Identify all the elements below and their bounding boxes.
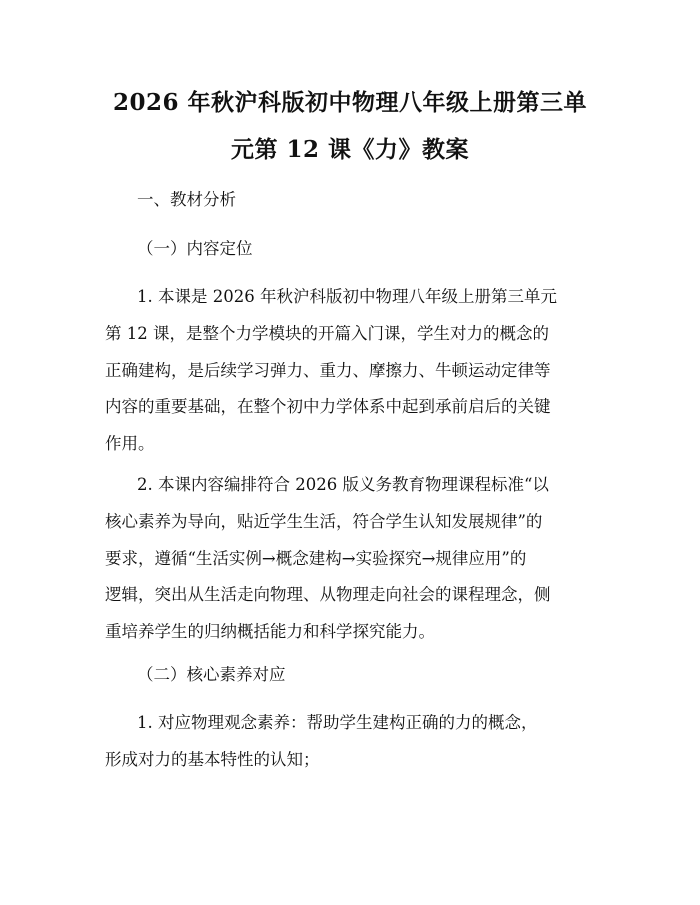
paragraph-1-line: 内容的重要基础，在整个初中力学体系中起到承前启后的关键 xyxy=(105,397,551,417)
paragraph-3-line: 形成对力的基本特性的认知； xyxy=(105,749,320,769)
document-title-line-1: 2026 年秋沪科版初中物理八年级上册第三单 xyxy=(112,89,588,116)
paragraph-1-line: 第 12 课，是整个力学模块的开篇入门课，学生对力的概念的 xyxy=(105,323,549,343)
paragraph-3-line: 1. 对应物理观念素养：帮助学生建构正确的力的概念， xyxy=(137,713,538,732)
paragraph-2-line: 重培养学生的归纳概括能力和科学探究能力。 xyxy=(105,622,435,642)
section-heading-textbook-analysis: 一、教材分析 xyxy=(137,190,236,209)
paragraph-2 xyxy=(105,474,605,643)
paragraph-3 xyxy=(105,712,605,771)
subsection-heading-core-literacy: （二）核心素养对应 xyxy=(137,665,286,684)
paragraph-2-line: 2. 本课内容编排符合 2026 版义务教育物理课程标准“以 xyxy=(137,475,549,494)
paragraph-1-line: 1. 本课是 2026 年秋沪科版初中物理八年级上册第三单元 xyxy=(137,287,557,306)
subsection-heading-content-positioning: （一）内容定位 xyxy=(137,239,253,258)
document-title-line-2: 元第 12 课《力》教案 xyxy=(230,136,470,163)
paragraph-2-line: 核心素养为导向，贴近学生生活，符合学生认知发展规律”的 xyxy=(105,511,543,531)
paragraph-1 xyxy=(105,286,605,455)
paragraph-2-line: 要求，遵循“生活实例→概念建构→实验探究→规律应用”的 xyxy=(105,548,527,568)
paragraph-2-line: 逻辑，突出从生活走向物理、从物理走向社会的课程理念，侧 xyxy=(105,585,551,605)
paragraph-1-line: 作用。 xyxy=(105,434,155,454)
paragraph-1-line: 正确建构，是后续学习弹力、重力、摩擦力、牛顿运动定律等 xyxy=(105,360,551,380)
